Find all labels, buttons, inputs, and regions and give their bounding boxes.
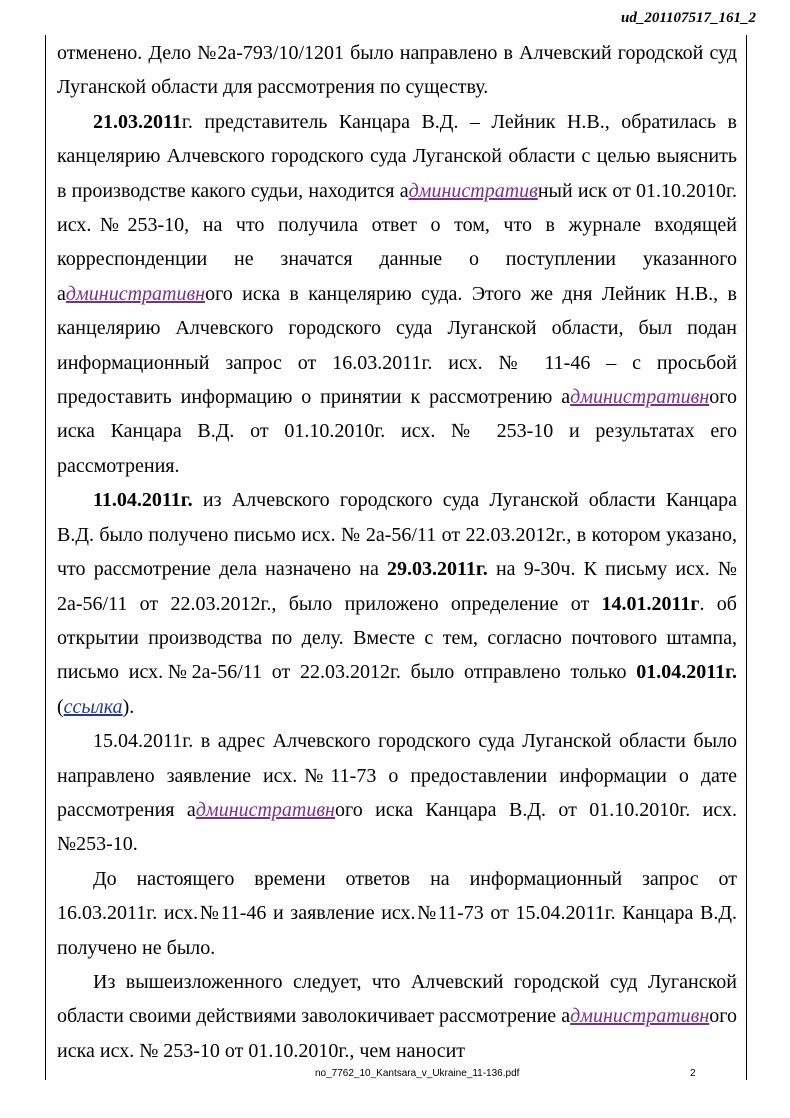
paragraph-april-11: 11.04.2011г. из Алчевского городского суда Луганской области Канцара В.Д. было получено письмо исх. № 2а-56/11 от 22.03.2012г., в котором указано, что рассмотрение дела назначено на 29.03.2011г. на 9-30ч. К письму исх. № 2а-56/11 от 22.03.2012г., было приложено определение от 14.01.2011г. об открытии производства по делу. Вместе с тем, согласно почтового штампа, письмо исх.№2а-56/11 от 22.03.2012г. было отправлено только 01.04.2011г. (ссылка). [57, 489, 737, 718]
reference-link[interactable]: ссылка [63, 695, 123, 718]
paragraph-no-response: До настоящего времени ответов на информационный запрос от 16.03.2011г. исх.№11-46 и заявление исх.№11-73 от 15.04.2011г. Канцара В.Д. получено не было. [57, 867, 737, 959]
right-margin-rule [746, 35, 747, 1080]
paragraph-continuation: отменено. Дело №2а-793/10/1201 было направлено в Алчевский городской суд Луганской области для рассмотрения по существу. [57, 42, 737, 99]
date-bold: 14.01.2011г [601, 592, 700, 615]
administrative-hyperlink[interactable]: дминистративн [570, 386, 710, 409]
administrative-hyperlink[interactable]: дминистративн [570, 1005, 710, 1028]
document-body [57, 36, 737, 1068]
date-bold: 11.04.2011г. [93, 489, 193, 512]
paragraph-march-21: 21.03.2011г. представитель Канцара В.Д. – Лейник Н.В., обратилась в канцелярию Алчевского городского суда Луганской области с целью выяснить в производстве какого судьи, находится административный иск от 01.10.2010г. исх.№253-10, на что получила ответ о том, что в журнале входящей корреспонденции не значатся данные о поступлении указанного административного иска в канцелярию суда. Этого же дня Лейник Н.В., в канцелярию Алчевского городского суда Луганской области, был подан информационный запрос от 16.03.2011г. исх. № 11-46 – с просьбой предоставить информацию о принятии к рассмотрению административного иска Канцара В.Д. от 01.10.2010г. исх. № 253-10 и результатах его рассмотрения. [57, 110, 737, 477]
date-bold: 21.03.2011 [93, 110, 182, 133]
left-margin-rule [45, 35, 46, 1080]
date-bold: 29.03.2011г. [387, 558, 488, 581]
administrative-hyperlink[interactable]: дминистративн [195, 798, 335, 821]
paragraph-conclusion: Из вышеизложенного следует, что Алчевский городской суд Луганской области своими действиями заволокичивает рассмотрение административного иска исх. № 253-10 от 01.10.2010г., чем наносит [57, 970, 737, 1062]
page-number: 2 [690, 1068, 696, 1079]
administrative-hyperlink[interactable]: дминистратив [408, 179, 538, 202]
date-bold: 01.04.2011г. [636, 661, 737, 684]
footer-filename: no_7762_10_Kantsara_v_Ukraine_11-136.pdf [315, 1068, 520, 1079]
paragraph-april-15: 15.04.2011г. в адрес Алчевского городского суда Луганской области было направлено заявление исх.№11-73 о предоставлении информации о дате рассмотрения административного иска Канцара В.Д. от 01.10.2010г. исх. №253-10. [57, 730, 737, 856]
administrative-hyperlink[interactable]: дминистративн [65, 282, 206, 305]
document-id: ud_201107517_161_2 [620, 10, 756, 26]
